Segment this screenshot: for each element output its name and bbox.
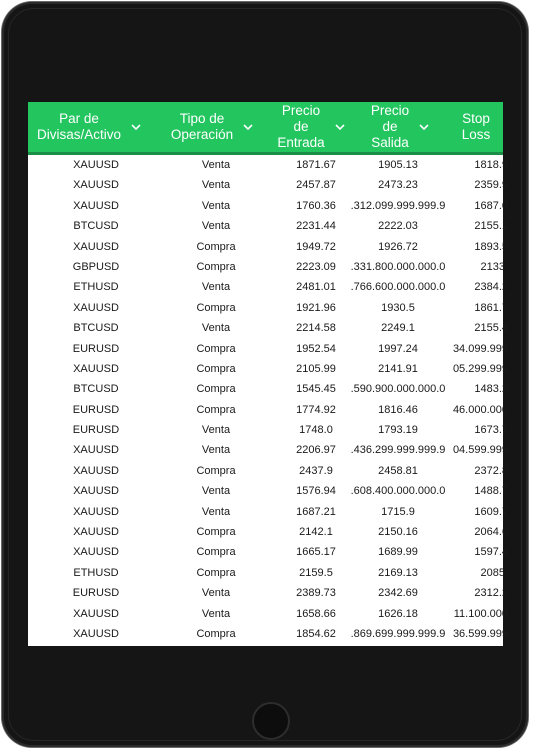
column-header-exit-price[interactable] bbox=[356, 102, 444, 152]
table-row[interactable] bbox=[28, 257, 508, 277]
cell-operation-type: Compra bbox=[196, 240, 236, 253]
table-row[interactable] bbox=[28, 216, 508, 236]
cell-entry-price: 2457.87 bbox=[296, 179, 336, 192]
cell-operation-type: Compra bbox=[196, 403, 236, 416]
cell-stop-loss: 1893.5 bbox=[474, 240, 508, 253]
column-header-label: Stop Loss bbox=[461, 111, 491, 142]
cell-entry-price: 1921.96 bbox=[296, 301, 336, 314]
cell-stop-loss: 1861.7 bbox=[474, 301, 508, 314]
cell-pair: EURUSD bbox=[72, 403, 120, 416]
cell-entry-price: 1854.62 bbox=[296, 627, 336, 640]
cell-stop-loss: 1488.7 bbox=[474, 485, 508, 498]
cell-stop-loss: 1483.2 bbox=[474, 383, 508, 396]
column-header-pair[interactable] bbox=[28, 102, 150, 152]
cell-entry-price: 1748.0 bbox=[299, 424, 333, 437]
column-header-label: Precio de Entrada bbox=[277, 103, 325, 150]
cell-stop-loss: 2155.1 bbox=[474, 220, 508, 233]
cell-exit-price: 2458.81 bbox=[378, 464, 418, 477]
cell-operation-type: Compra bbox=[196, 526, 236, 539]
table-row[interactable] bbox=[28, 522, 508, 542]
cell-entry-price: 2214.58 bbox=[296, 322, 336, 335]
cell-entry-price: 2223.09 bbox=[296, 260, 336, 273]
table-row[interactable] bbox=[28, 563, 508, 583]
table-row[interactable] bbox=[28, 196, 508, 216]
cell-pair: XAUUSD bbox=[73, 607, 119, 620]
cell-exit-price: 2150.16 bbox=[378, 526, 418, 539]
cell-pair: EURUSD bbox=[72, 342, 120, 355]
table-body bbox=[28, 155, 508, 644]
cell-exit-price: .312.099.999.999.9 bbox=[350, 199, 446, 212]
cell-entry-price: 1658.66 bbox=[296, 607, 336, 620]
column-header-stop-loss[interactable] bbox=[450, 102, 502, 152]
cell-stop-loss: 05.299.999 bbox=[452, 362, 508, 375]
cell-exit-price: .331.800.000.000.0 bbox=[350, 260, 446, 273]
table-row[interactable] bbox=[28, 502, 508, 522]
cell-exit-price: 2342.69 bbox=[378, 587, 418, 600]
cell-stop-loss: 11.100.000 bbox=[453, 607, 508, 620]
cell-pair: GBPUSD bbox=[72, 260, 120, 273]
cell-exit-price: 2141.91 bbox=[378, 362, 418, 375]
cell-stop-loss: 2155.4 bbox=[474, 322, 508, 335]
cell-entry-price: 2206.97 bbox=[296, 444, 336, 457]
cell-exit-price: .869.699.999.999.9 bbox=[350, 627, 446, 640]
cell-pair: XAUUSD bbox=[73, 362, 119, 375]
cell-stop-loss: 2384.2 bbox=[474, 281, 508, 294]
cell-stop-loss: 1673.7 bbox=[474, 424, 508, 437]
cell-exit-price: 2249.1 bbox=[381, 322, 415, 335]
cell-operation-type: Compra bbox=[196, 342, 236, 355]
cell-pair: XAUUSD bbox=[73, 159, 119, 171]
cell-stop-loss: 1687.0 bbox=[474, 199, 508, 212]
cell-entry-price: 2159.5 bbox=[299, 566, 333, 579]
cell-stop-loss: 34.099.999 bbox=[452, 342, 508, 355]
cell-exit-price: 1816.46 bbox=[378, 403, 418, 416]
chevron-down-icon[interactable] bbox=[243, 124, 253, 131]
cell-pair: EURUSD bbox=[72, 587, 120, 600]
cell-stop-loss: 1818.9 bbox=[474, 159, 508, 171]
table-row[interactable] bbox=[28, 624, 508, 644]
cell-entry-price: 2142.1 bbox=[299, 526, 333, 539]
table-row[interactable] bbox=[28, 481, 508, 501]
cell-operation-type: Compra bbox=[196, 362, 236, 375]
cell-operation-type: Venta bbox=[201, 444, 231, 457]
cell-pair: XAUUSD bbox=[73, 199, 119, 212]
cell-operation-type: Venta bbox=[201, 505, 231, 518]
cell-pair: XAUUSD bbox=[73, 179, 119, 192]
table-row[interactable] bbox=[28, 583, 508, 603]
cell-entry-price: 2389.73 bbox=[296, 587, 336, 600]
column-header-operation-type[interactable] bbox=[162, 102, 262, 152]
cell-stop-loss: 2312.2 bbox=[474, 587, 508, 600]
cell-entry-price: 1774.92 bbox=[296, 403, 336, 416]
cell-pair: XAUUSD bbox=[73, 627, 119, 640]
cell-pair: XAUUSD bbox=[73, 464, 119, 477]
cell-operation-type: Venta bbox=[201, 199, 231, 212]
cell-operation-type: Compra bbox=[196, 546, 236, 559]
cell-pair: ETHUSD bbox=[73, 281, 119, 294]
table-row[interactable] bbox=[28, 318, 508, 338]
cell-pair: BTCUSD bbox=[73, 322, 119, 335]
table-row[interactable] bbox=[28, 175, 508, 195]
cell-entry-price: 2481.01 bbox=[296, 281, 336, 294]
chevron-down-icon[interactable] bbox=[131, 124, 141, 131]
cell-operation-type: Compra bbox=[196, 260, 236, 273]
chevron-down-icon[interactable] bbox=[419, 124, 429, 131]
cell-entry-price: 1576.94 bbox=[296, 485, 336, 498]
cell-operation-type: Venta bbox=[201, 424, 231, 437]
cell-operation-type: Compra bbox=[196, 301, 236, 314]
table-row[interactable] bbox=[28, 339, 508, 359]
table-row[interactable] bbox=[28, 400, 508, 420]
cell-entry-price: 1687.21 bbox=[296, 505, 336, 518]
cell-entry-price: 2105.99 bbox=[296, 362, 336, 375]
cell-operation-type: Venta bbox=[201, 587, 231, 600]
cell-pair: XAUUSD bbox=[73, 485, 119, 498]
cell-pair: EURUSD bbox=[72, 424, 120, 437]
cell-exit-price: 1689.99 bbox=[378, 546, 418, 559]
column-header-entry-price[interactable] bbox=[268, 102, 354, 152]
cell-pair: BTCUSD bbox=[73, 220, 119, 233]
cell-entry-price: 2437.9 bbox=[299, 464, 333, 477]
cell-operation-type: Venta bbox=[201, 281, 231, 294]
cell-operation-type: Venta bbox=[201, 485, 231, 498]
cell-exit-price: 2473.23 bbox=[378, 179, 418, 192]
column-header-label: Precio de Salida bbox=[370, 103, 410, 150]
cell-operation-type: Compra bbox=[196, 464, 236, 477]
cell-operation-type: Compra bbox=[196, 627, 236, 640]
table-row[interactable] bbox=[28, 237, 508, 257]
cell-exit-price: 2222.03 bbox=[378, 220, 418, 233]
cell-pair: XAUUSD bbox=[73, 240, 119, 253]
home-button[interactable] bbox=[252, 702, 290, 740]
cell-stop-loss: 36.599.999 bbox=[452, 627, 508, 640]
cell-operation-type: Venta bbox=[201, 607, 231, 620]
cell-operation-type: Compra bbox=[196, 566, 236, 579]
table-row[interactable] bbox=[28, 440, 508, 460]
table-row[interactable] bbox=[28, 461, 508, 481]
cell-stop-loss: 2359.9 bbox=[474, 179, 508, 192]
cell-entry-price: 1871.67 bbox=[296, 159, 336, 171]
cell-pair: XAUUSD bbox=[73, 546, 119, 559]
cell-stop-loss: 2372.8 bbox=[474, 464, 508, 477]
table-row[interactable] bbox=[28, 359, 508, 379]
cell-operation-type: Venta bbox=[201, 179, 231, 192]
chevron-down-icon[interactable] bbox=[335, 124, 345, 131]
cell-exit-price: .766.600.000.000.0 bbox=[350, 281, 446, 294]
table-row[interactable] bbox=[28, 604, 508, 624]
cell-stop-loss: 04.599.999 bbox=[452, 444, 508, 457]
cell-exit-price: 1715.9 bbox=[381, 505, 415, 518]
table-row[interactable] bbox=[28, 155, 508, 175]
table-header bbox=[28, 102, 503, 155]
cell-entry-price: 1760.36 bbox=[296, 199, 336, 212]
cell-exit-price: .436.299.999.999.9 bbox=[350, 444, 446, 457]
column-header-label: Tipo de Operación bbox=[170, 111, 234, 142]
cell-entry-price: 1952.54 bbox=[296, 342, 336, 355]
cell-operation-type: Venta bbox=[201, 322, 231, 335]
cell-exit-price: 1905.13 bbox=[378, 159, 418, 171]
cell-operation-type: Venta bbox=[201, 220, 231, 233]
cell-exit-price: .590.900.000.000.0 bbox=[350, 383, 446, 396]
cell-operation-type: Compra bbox=[196, 383, 236, 396]
table-row[interactable] bbox=[28, 542, 508, 562]
cell-stop-loss: 2133. bbox=[480, 260, 508, 273]
table-row[interactable] bbox=[28, 379, 508, 399]
cell-stop-loss: 46.000.000 bbox=[452, 403, 508, 416]
table-row[interactable] bbox=[28, 420, 508, 440]
cell-pair: BTCUSD bbox=[73, 383, 119, 396]
cell-exit-price: 1793.19 bbox=[378, 424, 418, 437]
cell-exit-price: .608.400.000.000.0 bbox=[350, 485, 446, 498]
cell-pair: ETHUSD bbox=[73, 566, 119, 579]
cell-exit-price: 1626.18 bbox=[378, 607, 418, 620]
cell-stop-loss: 2085. bbox=[480, 566, 508, 579]
table-row[interactable] bbox=[28, 277, 508, 297]
cell-pair: XAUUSD bbox=[73, 301, 119, 314]
cell-entry-price: 1949.72 bbox=[296, 240, 336, 253]
cell-stop-loss: 1597.4 bbox=[474, 546, 508, 559]
cell-stop-loss: 2064.6 bbox=[474, 526, 508, 539]
cell-entry-price: 1545.45 bbox=[296, 383, 336, 396]
cell-exit-price: 2169.13 bbox=[378, 566, 418, 579]
tablet-screen bbox=[28, 102, 508, 646]
cell-stop-loss: 1609.7 bbox=[474, 505, 508, 518]
cell-entry-price: 2231.44 bbox=[296, 220, 336, 233]
cell-exit-price: 1930.5 bbox=[381, 301, 415, 314]
cell-pair: XAUUSD bbox=[73, 444, 119, 457]
cell-exit-price: 1997.24 bbox=[378, 342, 418, 355]
cell-operation-type: Venta bbox=[201, 159, 231, 171]
table-row[interactable] bbox=[28, 298, 508, 318]
cell-pair: XAUUSD bbox=[73, 505, 119, 518]
cell-pair: XAUUSD bbox=[73, 526, 119, 539]
column-header-label: Par de Divisas/Activo bbox=[36, 111, 122, 142]
cell-entry-price: 1665.17 bbox=[296, 546, 336, 559]
cell-exit-price: 1926.72 bbox=[378, 240, 418, 253]
